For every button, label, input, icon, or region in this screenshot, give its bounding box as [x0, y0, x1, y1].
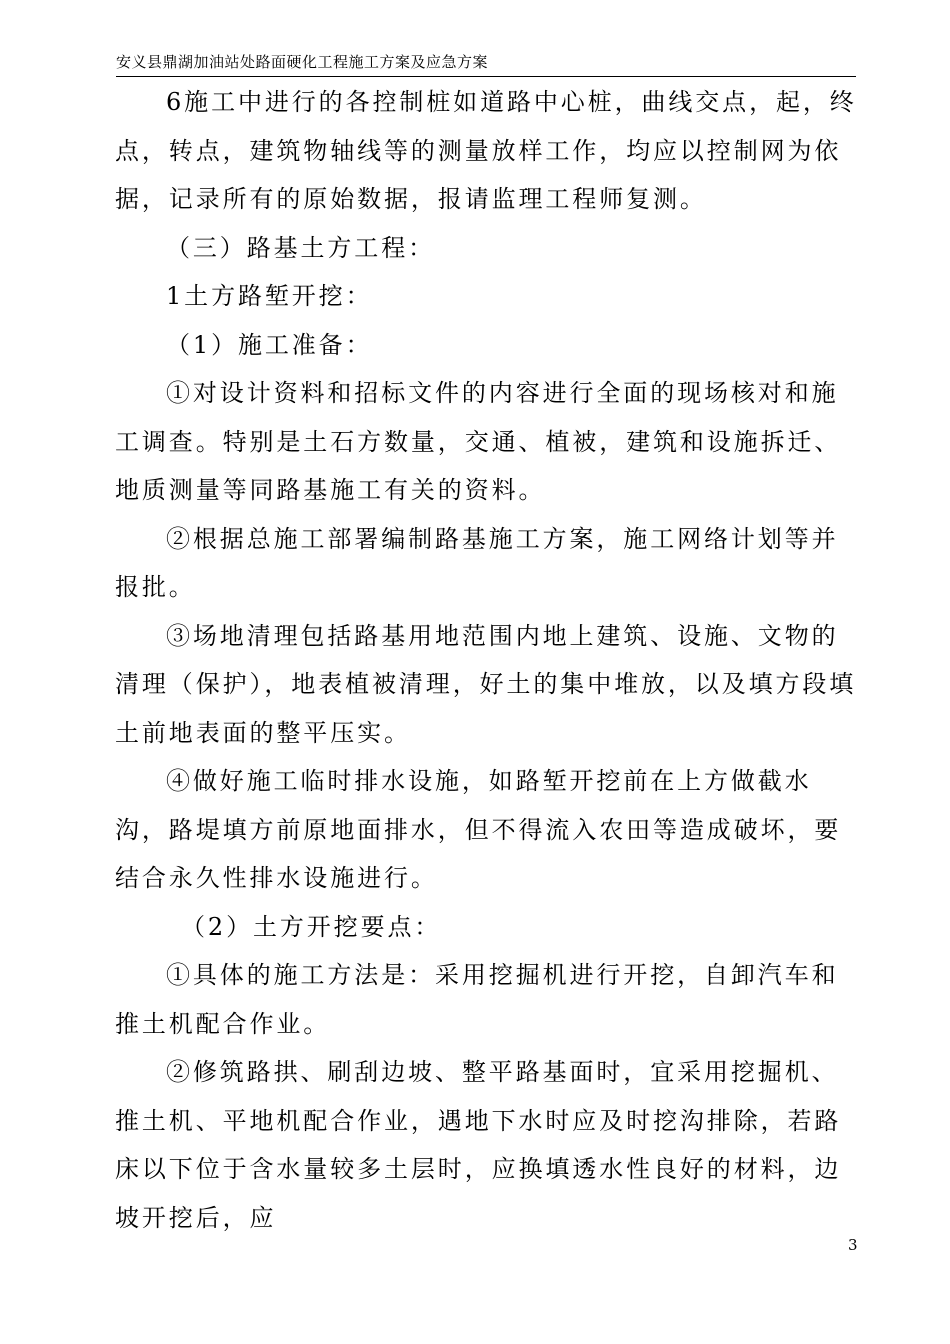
paragraph-survey-control: 6施工中进行的各控制桩如道路中心桩，曲线交点，起，终点，转点，建筑物轴线等的测量放样工作，均应以控制网为依据，记录所有的原始数据，报请监理工程师复测。 [115, 88, 857, 213]
paragraph-item-1: ①对设计资料和招标文件的内容进行全面的现场核对和施工调查。特别是土石方数量，交通、植被，建筑和设施拆迁、地质测量等同路基施工有关的资料。 [115, 379, 842, 504]
paragraph-item-3: ③场地清理包括路基用地范围内地上建筑、设施、文物的清理（保护），地表植被清理，好土的集中堆放，以及填方段填土前地表面的整平压实。 [115, 621, 857, 747]
subheading-cut-excavation: 1土方路堑开挖： [166, 282, 373, 310]
document-body [115, 78, 865, 1242]
paragraph-item-2: ②根据总施工部署编制路基施工方案，施工网络计划等并报批。 [115, 524, 839, 601]
paragraph-method-1: ①具体的施工方法是：采用挖掘机进行开挖，自卸汽车和推土机配合作业。 [115, 961, 839, 1038]
subheading-preparation: （1）施工准备： [166, 330, 373, 359]
section-heading-earthwork: （三）路基土方工程： [166, 233, 435, 262]
paragraph-item-4: ④做好施工临时排水设施，如路堑开挖前在上方做截水沟，路堤填方前原地面排水，但不得流入农田等造成破坏，要结合永久性排水设施进行。 [115, 767, 842, 892]
page-number: 3 [848, 1236, 858, 1254]
paragraph-method-2: ②修筑路拱、刷刮边坡、整平路基面时，宜采用挖掘机、推土机、平地机配合作业，遇地下水时应及时挖沟排除，若路床以下位于含水量较多土层时，应换填透水性良好的材料，边坡开挖后，应 [115, 1058, 842, 1232]
subheading-excavation-points: （2）土方开挖要点： [181, 912, 442, 941]
page-header: 安义县鼎湖加油站处路面硬化工程施工方案及应急方案 [116, 52, 856, 77]
